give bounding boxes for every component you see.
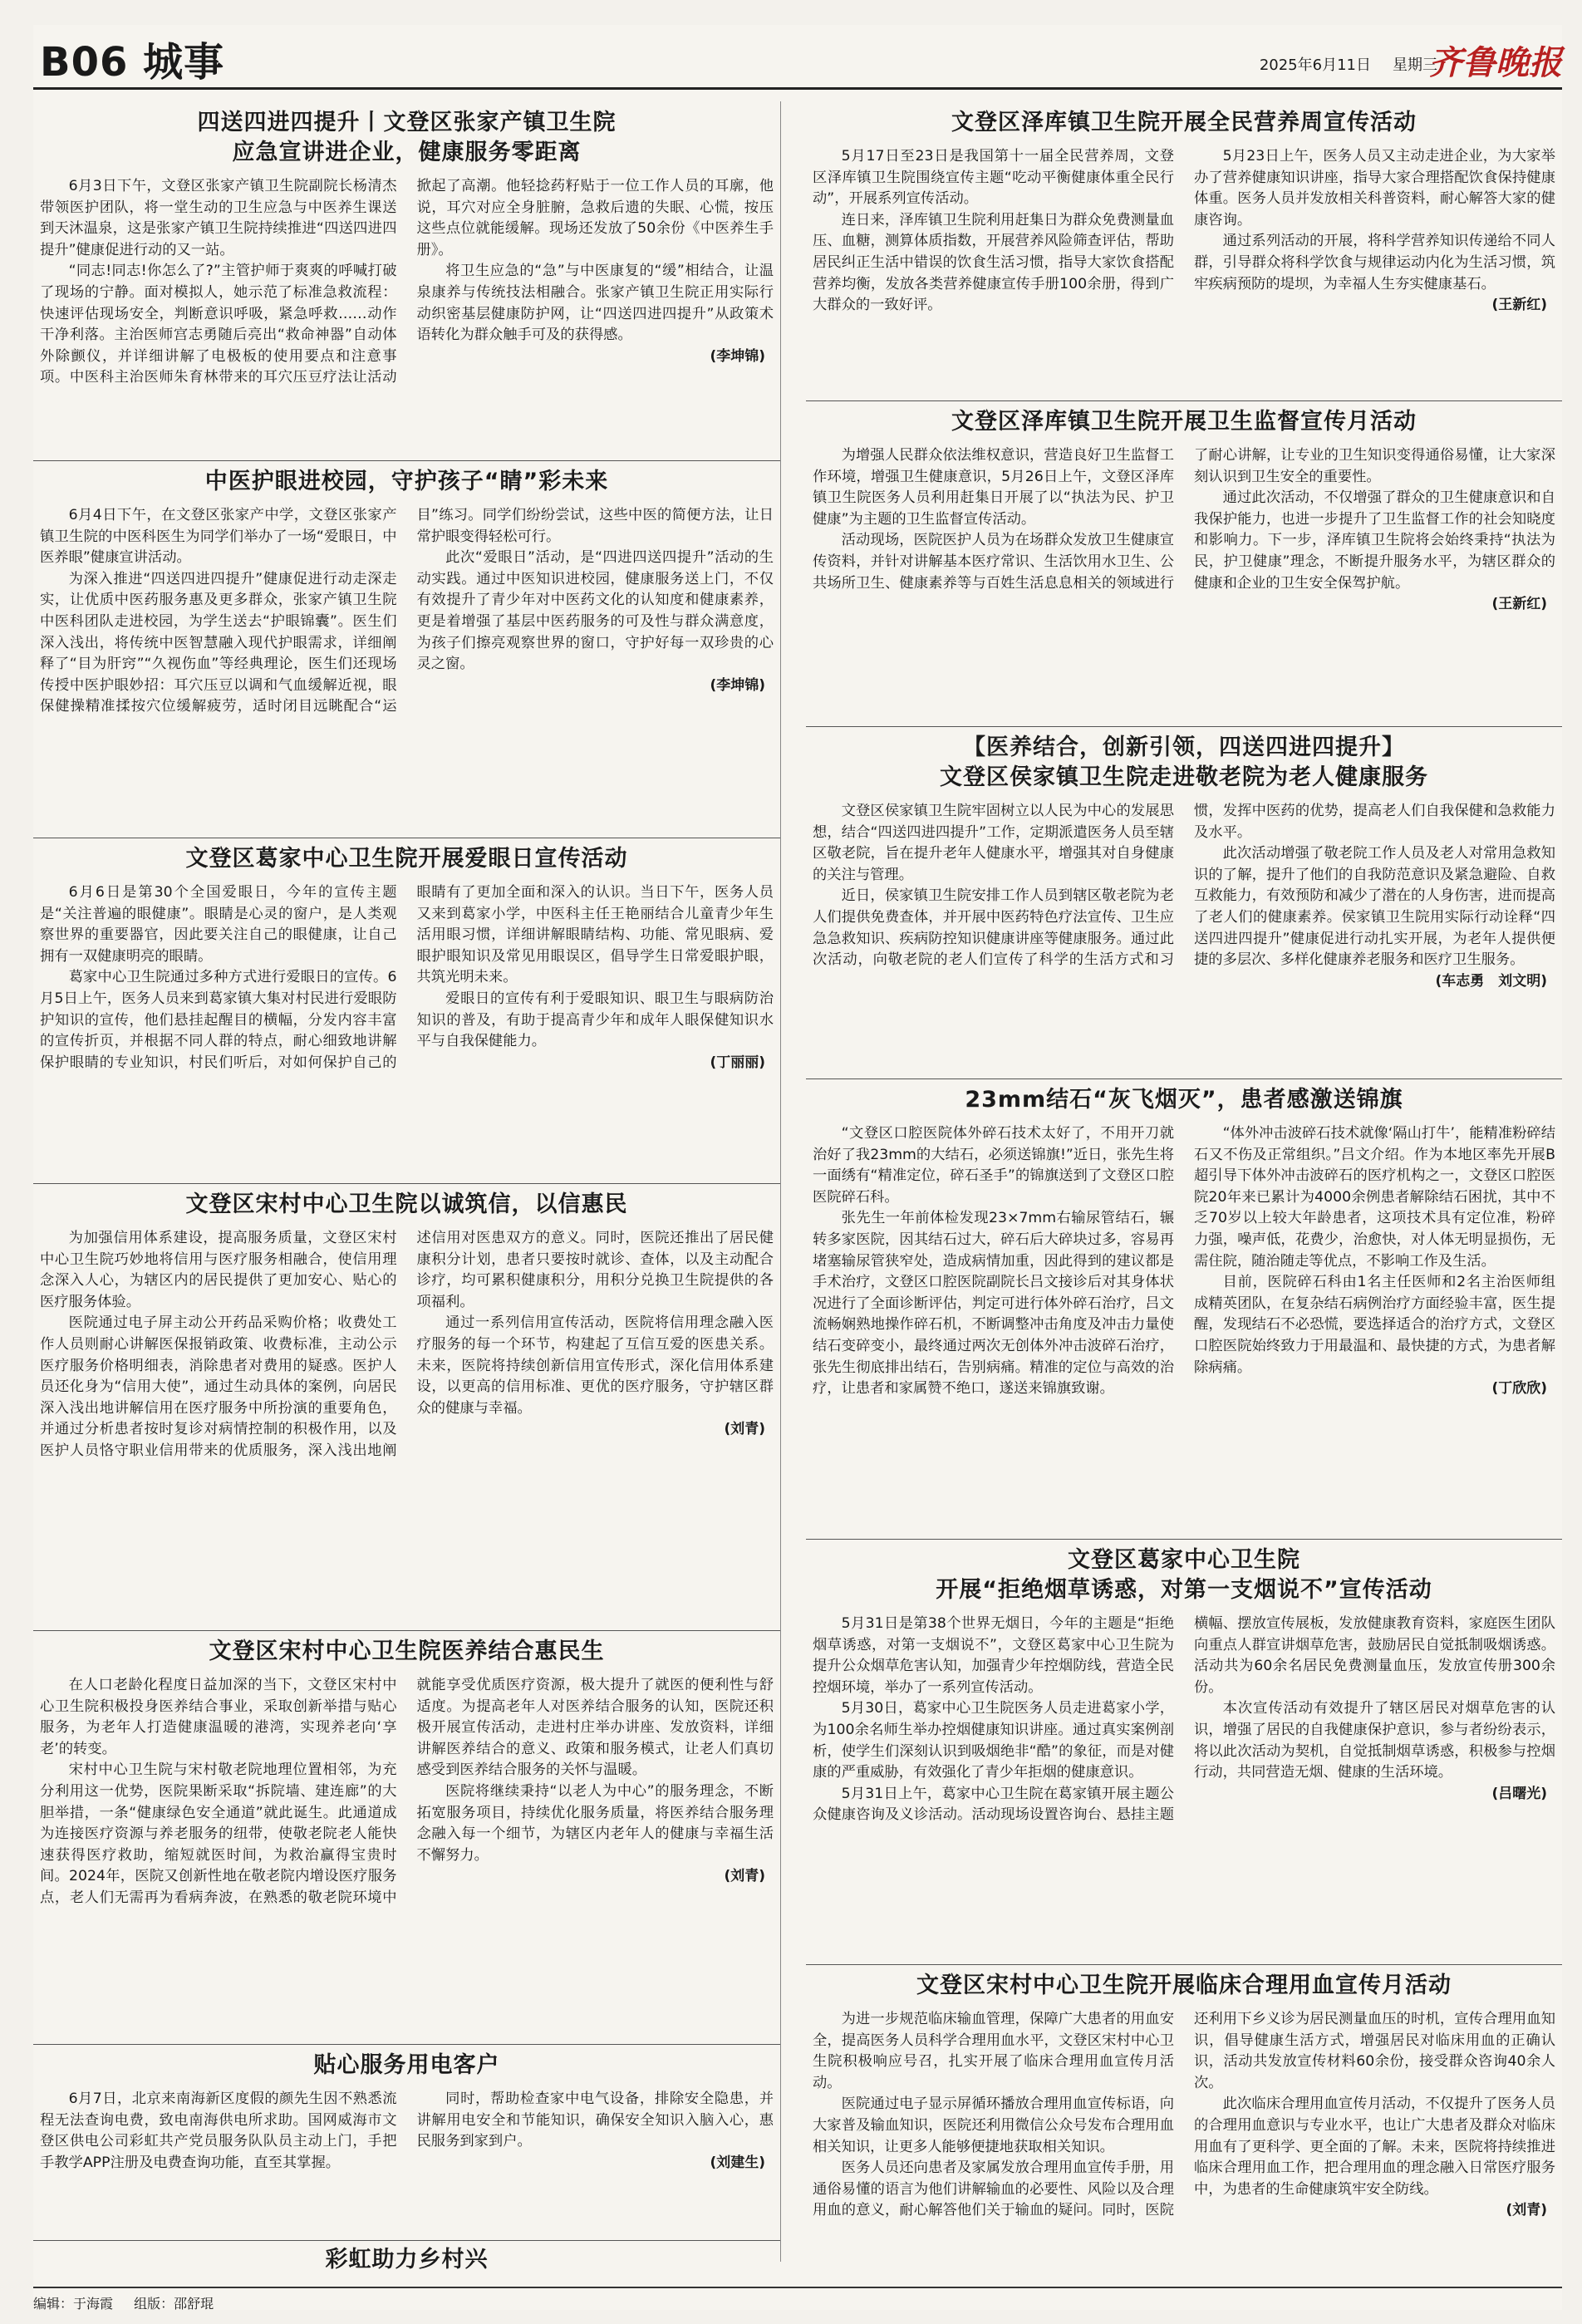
- article-paragraph: 张先生一年前体检发现23×7mm右输尿管结石，辗转多家医院，因其结石过大，碎石后大碎块过多，容易再堵塞输尿管狭窄处，造成病情加重，因此得到的建议都是手术治疗，文登区口腔医院副院长吕文接诊后对其身体状况进行了全面诊断评估，判定可进行体外碎石治疗，吕文流畅娴熟地操作碎石机，不断调整冲击角度及冲击力量使结石变碎变小，最终通过两次无创体外冲击波碎石治疗，张先生彻底排出结石，告别病痛。精准的定位与高效的治疗，让患者和家属赞不绝口，遂送来锦旗致谢。: [813, 1210, 1174, 1398]
- article-paragraph: 通过系列活动的开展，将科学营养知识传递给不同人群，引导群众将科学饮食与规律运动内化为生活习惯，筑牢疾病预防的堤坝，为幸福人生夯实健康基石。: [1194, 233, 1555, 292]
- article: [806, 407, 1562, 721]
- article-byline: (丁欣欣): [1491, 1380, 1547, 1398]
- article-body: [40, 505, 774, 718]
- article-paragraph: 将卫生应急的“急”与中医康复的“缓”相结合，让温泉康养与传统技法相融合。张家产镇卫生院正用实际行动织密基层健康防护网，让“四送四进四提升”从政策术语转化为群众触手可及的获得感。: [416, 263, 774, 344]
- article-body: [40, 882, 774, 1074]
- article-paragraph: 通过一系列信用宣传活动，医院将信用理念融入医疗服务的每一个环节，构建起了互信互爱的医患关系。未来，医院将持续创新信用宣传形式，深化信用体系建设，以更高的信用标准、更优的医疗服务，守护辖区群众的健康与幸福。: [416, 1314, 774, 1417]
- newspaper-logo: 齐鲁晚报: [1429, 43, 1562, 82]
- section-title: B06 城事: [40, 39, 225, 86]
- article-paragraph: 近日，侯家镇卫生院安排工作人员到辖区敬老院为老人们提供免费查体，并开展中医药特色疗法宣传、卫生应急急救知识、疾病防控知识健康讲座等健康服务。通过此次活动，向敬老院的老人们宣传了科学的生活方式和习惯，发挥中医药的优势，提高老人们自我保健和急救能力及水平。: [813, 803, 1555, 969]
- article-paragraph: 为加强信用体系建设，提高服务质量，文登区宋村中心卫生院巧妙地将信用与医疗服务相融合，使信用理念深入人心，为辖区内的居民提供了更加安心、贴心的医疗服务体验。: [40, 1230, 397, 1310]
- article: [33, 2245, 780, 2278]
- article-byline: (车志勇 刘文明): [1435, 972, 1547, 990]
- article-paragraph: 5月17日至23日是我国第十一届全民营养周，文登区泽库镇卫生院围绕宣传主题“吃动平衡健康体重全民行动”，开展系列宣传活动。: [813, 148, 1174, 208]
- article-paragraph: 文登区侯家镇卫生院牢固树立以人民为中心的发展思想，结合“四送四进四提升”工作，定期派遣医务人员至辖区敬老院，旨在提升老年人健康水平，增强其对自身健康的关注与管理。: [813, 803, 1174, 883]
- article-body: [40, 1228, 774, 1462]
- page-footer: [33, 2287, 1562, 2312]
- article-paragraph: 6月3日下午，文登区张家产镇卫生院副院长杨清杰带领医护团队，将一堂生动的卫生应急与中医养生课送到天沐温泉，这是张家产镇卫生院持续推进“四送四进四提升”健康促进行动的又一站。: [40, 178, 397, 258]
- article-title: 文登区宋村中心卫生院以诚筑信，以信惠民: [185, 1191, 628, 1217]
- article-title: 贴心服务用电客户: [313, 2052, 500, 2078]
- article-paragraph: 目前，医院碎石科由1名主任医师和2名主治医师组成精英团队，在复杂结石病例治疗方面经验丰富，医生提醒，发现结石不必恐慌，要选择适合的治疗方式，文登区口腔医院始终致力于用最温和、最快捷的方式，为患者解除病痛。: [1194, 1274, 1555, 1376]
- article: [806, 733, 1562, 1074]
- article-paragraph: “体外冲击波碎石技术就像‘隔山打牛’，能精准粉碎结石又不伤及正常组织。”吕文介绍。作为本地区率先开展B超引导下体外冲击波碎石的医疗机构之一，文登区口腔医院20年来已累计为4000余例患者解除结石困扰，其中不乏70岁以上较大年龄患者，这项技术具有定位准，粉碎力强，噪声低，花费少，治愈快，对人体无明显损伤，无需住院，随治随走等优点，不影响工作及生活。: [1194, 1125, 1555, 1270]
- article-title: 文登区葛家中心卫生院开展爱眼日宣传活动: [185, 846, 628, 872]
- article-title: 四送四进四提升丨文登区张家产镇卫生院: [197, 110, 617, 135]
- article-body: [40, 2089, 774, 2174]
- article-paragraph: 医院通过电子显示屏循环播放合理用血宣传标语，向大家普及输血知识，医院还利用微信公众号发布合理用血相关知识，让更多人能够便捷地获取相关知识。: [813, 2096, 1174, 2155]
- article-title: 中医护眼进校园，守护孩子“睛”彩未来: [204, 469, 609, 494]
- article-byline: (刘建生): [710, 2154, 765, 2171]
- right-column: [806, 101, 1562, 2262]
- issue-weekday: 星期三: [1393, 57, 1437, 74]
- article-body: [40, 176, 774, 389]
- article-paragraph: 本次宣传活动有效提升了辖区居民对烟草危害的认识，增强了居民的自我健康保护意识，参与者纷纷表示，将以此次活动为契机，自觉抵制烟草诱惑，积极参与控烟行动，共同营造无烟、健康的生活环境。: [1194, 1700, 1555, 1781]
- article-title: 文登区泽库镇卫生院开展卫生监督宣传月活动: [951, 409, 1417, 435]
- article-paragraph: “文登区口腔医院体外碎石技术太好了，不用开刀就治好了我23mm的大结石，必须送锦旗!”近日，张先生将一面绣有“精准定位，碎石圣手”的锦旗送到了文登区口腔医院碎石科。: [813, 1125, 1174, 1206]
- article-title: 彩虹助力乡村兴: [325, 2247, 489, 2272]
- article-paragraph: 5月31日是第38个世界无烟日，今年的主题是“拒绝烟草诱惑，对第一支烟说不”，文登区葛家中心卫生院为提升公众烟草危害认知，加强青少年控烟防线，营造全民控烟环境，举办了一系列宣传活动。: [813, 1615, 1174, 1696]
- article-paragraph: 5月23日上午，医务人员又主动走进企业，为大家举办了营养健康知识讲座，指导大家合理搭配饮食保持健康体重。医务人员并发放相关科普资料，耐心解答大家的健康咨询。: [1194, 148, 1555, 228]
- article-paragraph: 医院通过电子屏主动公开药品采购价格；收费处工作人员则耐心讲解医保报销政策、收费标准，主动公示医疗服务价格明细表，消除患者对费用的疑惑。医护人员还化身为“信用大使”，通过生动具体的案例，向居民深入浅出地讲解信用在医疗服务中所扮演的重要角色，并通过分析患者按时复诊对病情控制的积极作用，以及医护人员恪守职业信用带来的优质服务，深入浅出地阐述信用对医患双方的意义。同时，医院还推出了居民健康积分计划，患者只要按时就诊、查体，以及主动配合诊疗，均可累积健康积分，用积分兑换卫生院提供的各项福利。: [40, 1230, 774, 1459]
- article-paragraph: 在人口老龄化程度日益加深的当下，文登区宋村中心卫生院积极投身医养结合事业，采取创新举措与贴心服务，为老年人打造健康温暖的港湾，实现养老向‘享老’的转变。: [40, 1677, 397, 1757]
- article: [806, 108, 1562, 396]
- article-subtitle: 文登区侯家镇卫生院走进敬老院为老人健康服务: [940, 764, 1428, 790]
- article-byline: (李坤锦): [710, 347, 765, 365]
- article-body: [813, 445, 1555, 616]
- article: [33, 1190, 780, 1625]
- article-subtitle: 应急宣讲进企业，健康服务零距离: [232, 140, 582, 165]
- article-paragraph: 此次活动增强了敬老院工作人员及老人对常用急救知识的了解，提升了他们的自我防范意识及紧急避险、自救互救能力，有效预防和减少了潜在的人身伤害，进而提高了老人们的健康素养。侯家镇卫生院用实际行动诠释“四送四进四提升”健康促进行动扎实开展，为老年人提供便捷的多层次、多样化健康养老服务和医疗卫生服务。: [1194, 845, 1555, 969]
- article-byline: (李坤锦): [710, 676, 765, 694]
- article: [33, 844, 780, 1178]
- article-paragraph: 此次临床合理用血宣传月活动，不仅提升了医务人员的合理用血意识与专业水平，也让广大患者及群众对临床用血有了更科学、更全面的了解。未来，医院将持续推进临床合理用血工作，把合理用血的理念融入日常医疗服务中，为患者的生命健康筑牢安全防线。: [1194, 2096, 1555, 2198]
- article-byline: (刘青): [724, 1421, 765, 1438]
- article-title: 文登区宋村中心卫生院医养结合惠民生: [209, 1639, 605, 1664]
- article-paragraph: 爱眼日的宣传有利于爱眼知识、眼卫生与眼病防治知识的普及，有助于提高青少年和成年人眼保健知识水平与自我保健能力。: [416, 990, 774, 1050]
- article-body: [813, 801, 1555, 992]
- article: [33, 108, 780, 455]
- newspaper-page: [33, 25, 1562, 2310]
- article-paragraph: 5月30日，葛家中心卫生院医务人员走进葛家小学，为100余名师生举办控烟健康知识讲座。通过真实案例剖析，使学生们深刻认识到吸烟绝非“酷”的象征，而是对健康的严重威胁，有效强化了青少年拒烟的健康意识。: [813, 1700, 1174, 1781]
- article-paragraph: 通过此次活动，不仅增强了群众的卫生健康意识和自我保护能力，也进一步提升了卫生监督工作的社会知晓度和影响力。下一步，泽库镇卫生院将会始终秉持“执法为民，护卫健康”理念，不断提升服务水平，为辖区群众的健康和企业的卫生安全保驾护航。: [1194, 489, 1555, 592]
- article: [806, 1545, 1562, 1959]
- article-byline: (王新红): [1491, 596, 1547, 613]
- article-paragraph: 医院将继续秉持“以老人为中心”的服务理念，不断拓宽服务项目，持续优化服务质量，将医养结合服务理念融入每一个细节，为辖区内老年人的健康与幸福生活不懈努力。: [416, 1782, 774, 1864]
- article-byline: (刘青): [1506, 2202, 1547, 2219]
- article-paragraph: 活动现场，医院医护人员为在场群众发放卫生健康宣传资料，并针对讲解基本医疗常识、生活饮用水卫生、公共场所卫生、健康素养等与百姓生活息息相关的领域进行了耐心讲解，让专业的卫生知识变得通俗易懂，让大家深刻认识到卫生安全的重要性。: [813, 447, 1555, 592]
- article-byline: (王新红): [1491, 297, 1547, 314]
- article-paragraph: 葛家中心卫生院通过多种方式进行爱眼日的宣传。6月5日上午，医务人员来到葛家镇大集对村民进行爱眼防护知识的宣传，他们悬挂起醒目的横幅，分发内容丰富的宣传折页，并根据不同人群的特点，耐心细致地讲解保护眼睛的专业知识，村民们听后，对如何保护自己的眼睛有了更加全面和深入的认识。当日下午，医务人员又来到葛家小学，中医科主任王艳丽结合儿童青少年生活用眼习惯，详细讲解眼睛结构、功能、常见眼病、爱眼护眼知识及常见用眼误区，倡导学生日常爱眼护眼，共筑光明未来。: [40, 884, 774, 1071]
- article-body: [813, 1614, 1555, 1826]
- article: [806, 1971, 1562, 2278]
- article-byline: (丁丽丽): [710, 1054, 765, 1071]
- article-paragraph: 连日来，泽库镇卫生院利用赶集日为群众免费测量血压、血糖，测算体质指数，开展营养风险筛查评估，帮助居民纠正生活中错误的饮食生活习惯，指导大家饮食搭配营养均衡，发放各类营养健康宣传手册100余册，得到广大群众的一致好评。: [813, 211, 1174, 314]
- article-body: [40, 1675, 774, 1909]
- page-header: [33, 25, 1562, 90]
- article-subtitle: 开展“拒绝烟草诱惑，对第一支烟说不”宣传活动: [936, 1577, 1432, 1603]
- article-title: 23mm结石“灰飞烟灭”，患者感激送锦旗: [965, 1087, 1403, 1113]
- article-paragraph: 6月7日，北京来南海新区度假的颜先生因不熟悉流程无法查询电费，致电南海供电所求助。国网威海市文登区供电公司彩虹共产党员服务队队员主动上门，手把手教学APP注册及电费查询功能，直至其掌握。: [40, 2091, 397, 2171]
- article-paragraph: 5月31日上午，葛家中心卫生院在葛家镇开展主题公众健康咨询及义诊活动。活动现场设置咨询台、悬挂主题横幅、摆放宣传展板，发放健康教育资料，家庭医生团队向重点人群宣讲烟草危害，鼓励居民自觉抵制吸烟诱惑。活动共为60余名居民免费测量血压，发放宣传册300余份。: [813, 1615, 1555, 1824]
- article: [33, 467, 780, 833]
- article-paragraph: 为增强人民群众依法维权意识，营造良好卫生监督工作环境，增强卫生健康意识，5月26日上午，文登区泽库镇卫生院医务人员利用赶集日开展了以“执法为民、护卫健康”为主题的卫生监督宣传活动。: [813, 447, 1174, 528]
- article-title: 【医养结合，创新引领，四送四进四提升】: [963, 735, 1405, 760]
- article-paragraph: 同时，帮助检查家中电气设备，排除安全隐患，并讲解用电安全和节能知识，确保安全知识入脑入心，惠民服务到家到户。: [416, 2091, 774, 2150]
- article: [33, 2051, 780, 2235]
- editor-credit: 编辑：于海霞: [33, 2296, 114, 2312]
- article-body: [813, 2009, 1555, 2222]
- article-paragraph: 为深入推进“四送四进四提升”健康促进行动走深走实，让优质中医药服务惠及更多群众，张家产镇卫生院中医科团队走进校园，为学生送去“护眼锦囊”。医生们深入浅出，将传统中医智慧融入现代护眼需求，详细阐释了“目为肝窍”“久视伤血”等经典理论，医生们还现场传授中医护眼妙招：耳穴压豆以调和气血缓解近视，眼保健操精准揉按穴位缓解疲劳，适时闭目远眺配合“运目”练习。同学们纷纷尝试，这些中医的简便方法，让日常护眼变得轻松可行。: [40, 507, 774, 715]
- article-title: 文登区泽库镇卫生院开展全民营养周宣传活动: [951, 110, 1417, 135]
- article-paragraph: 为进一步规范临床输血管理，保障广大患者的用血安全，提高医务人员科学合理用血水平，文登区宋村中心卫生院积极响应号召，扎实开展了临床合理用血宣传月活动。: [813, 2011, 1174, 2091]
- article-byline: (吕曙光): [1491, 1785, 1547, 1802]
- article-paragraph: 此次“爱眼日”活动，是“四进四送四提升”活动的生动实践。通过中医知识进校园，健康服务送上门，不仅有效提升了青少年对中医药文化的认知度和健康素养，更是着增强了基层中医药服务的可及性与群众满意度，为孩子们擦亮观察世界的窗口，守护好每一双珍贵的心灵之窗。: [416, 549, 774, 673]
- article-title: 文登区宋村中心卫生院开展临床合理用血宣传月活动: [916, 1973, 1452, 1998]
- article-title: 文登区葛家中心卫生院: [1068, 1547, 1300, 1573]
- left-column: [33, 101, 781, 2272]
- article-paragraph: 宋村中心卫生院与宋村敬老院地理位置相邻，为充分利用这一优势，医院果断采取“拆院墙、建连廊”的大胆举措，一条“健康绿色安全通道”就此诞生。此通道成为连接医疗资源与养老服务的纽带，使敬老院老人能快速获得医疗救助，缩短就医时间，为救治赢得宝贵时间。2024年，医院又创新性地在敬老院内增设医疗服务点，老人们无需再为看病奔波，在熟悉的敬老院环境中就能享受优质医疗资源，极大提升了就医的便利性与舒适度。为提高老年人对医养结合服务的认知，医院还积极开展宣传活动，走进村庄举办讲座、发放资料，详细讲解医养结合的意义、政策和服务模式，让老人们真切感受到医养结合服务的关怀与温暖。: [40, 1677, 774, 1906]
- issue-date: 2025年6月11日: [1259, 57, 1371, 74]
- article: [33, 1637, 780, 2039]
- article: [806, 1085, 1562, 1534]
- article-paragraph: 医务人员还向患者及家属发放合理用血宣传手册，用通俗易懂的语言为他们讲解输血的必要性、风险以及合理用血的意义，耐心解答他们关于输血的疑问。同时，医院还利用下乡义诊为居民测量血压的时机，宣传合理用血知识，倡导健康生活方式，增强居民对临床用血的正确认识，活动共发放宣传材料60余份，接受群众咨询40余人次。: [813, 2011, 1555, 2219]
- article-body: [813, 146, 1555, 317]
- article-paragraph: 6月4日下午，在文登区张家产中学，文登区张家产镇卫生院的中医科医生为同学们举办了一场“爱眼日，中医养眼”健康宣讲活动。: [40, 507, 397, 567]
- article-paragraph: “同志!同志!你怎么了?”主管护师于爽爽的呼喊打破了现场的宁静。面对模拟人，她示范了标准急救流程：快速评估现场安全，判断意识呼吸，紧急呼救……动作干净利落。主治医师宫志勇随后亮出“救命神器”自动体外除颤仪，并详细讲解了电极板的使用要点和注意事项。中医科主治医师朱育林带来的耳穴压豆疗法让活动掀起了高潮。他轻捻药籽贴于一位工作人员的耳廓，他说，耳穴对应全身脏腑，急救后遗的失眠、心慌，按压这些点位就能缓解。现场还发放了50余份《中医养生手册》。: [40, 178, 774, 386]
- article-byline: (刘青): [724, 1868, 765, 1885]
- layout-credit: 组版：邵舒琨: [134, 2296, 214, 2312]
- article-body: [813, 1123, 1555, 1400]
- article-paragraph: 6月6日是第30个全国爱眼日，今年的宣传主题是“关注普遍的眼健康”。眼睛是心灵的窗户，是人类观察世界的重要器官，因此要关注自己的眼健康，让自己拥有一双健康明亮的眼睛。: [40, 884, 397, 965]
